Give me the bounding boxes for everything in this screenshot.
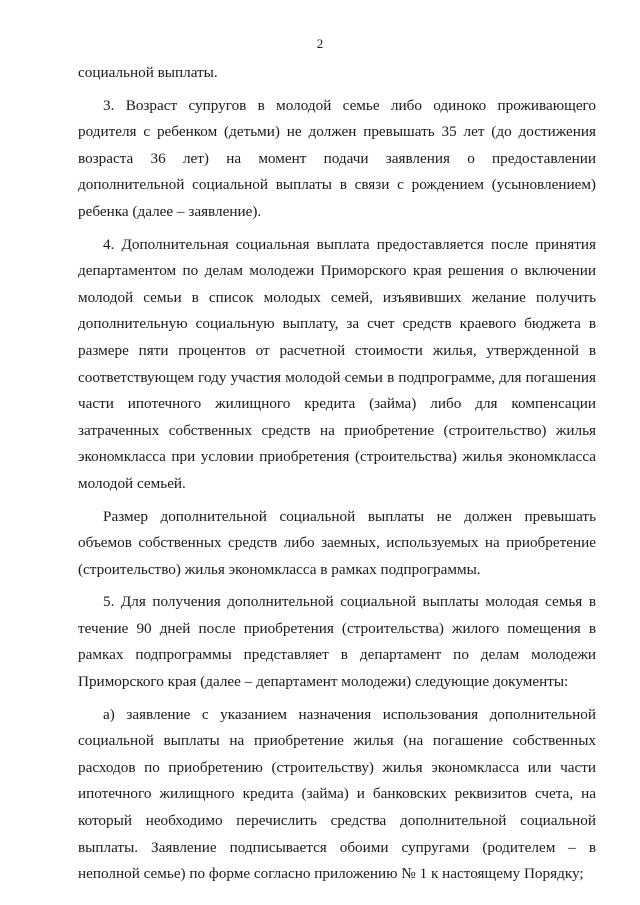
paragraph-subitem-a: а) заявление с указанием назначения использования дополнительной социальной выплаты на приобретение жилья (на погашение собственных расходов по приобретению (строительству) жилья экономкласса или части ипотечного жилищного кредита (займа) и банковских реквизитов счета, на который необходимо перечислить средства дополнительной социальной выплаты. Заявление подписывается обоими супругами (родителем – в неполной семье) по форме согласно приложению № 1 к настоящему Порядку; [78,705,596,883]
paragraph-payment-limit: Размер дополнительной социальной выплаты не должен превышать объемов собственных средств либо заемных, используемых на приобретение (строительство) жилья экономкласса в рамках подпрограммы. [78,507,596,578]
page-number: 2 [316,36,324,51]
paragraph-continuation: социальной выплаты. [78,64,218,81]
paragraph-item-3: 3. Возраст супругов в молодой семье либо одиноко проживающего родителя с ребенком (детьми) не должен превышать 35 лет (до достижения возраста 36 лет) на момент подачи заявления о предоставлении дополнительной социальной выплаты в связи с рождением (усыновлением) ребенка (далее – заявление). [78,96,596,220]
document-body [78,60,596,894]
paragraph-item-4: 4. Дополнительная социальная выплата предоставляется после принятия департаментом по делам молодежи Приморского края решения о включении молодой семьи в список молодых семей, изъявивших желание получить дополнительную социальную выплату, за счет средств краевого бюджета в размере пяти процентов от расчетной стоимости жилья, утвержденной в соответствующем году участия молодой семьи в подпрограмме, для погашения части ипотечного жилищного кредита (займа) либо для компенсации затраченных собственных средств на приобретение (строительство) жилья экономкласса при условии приобретения (строительства) жилья экономкласса молодой семьей. [78,235,596,492]
paragraph-item-5: 5. Для получения дополнительной социальной выплаты молодая семья в течение 90 дней после приобретения (строительства) жилого помещения в рамках подпрограммы представляет в департамент по делам молодежи Приморского края (далее – департамент молодежи) следующие документы: [78,593,596,691]
